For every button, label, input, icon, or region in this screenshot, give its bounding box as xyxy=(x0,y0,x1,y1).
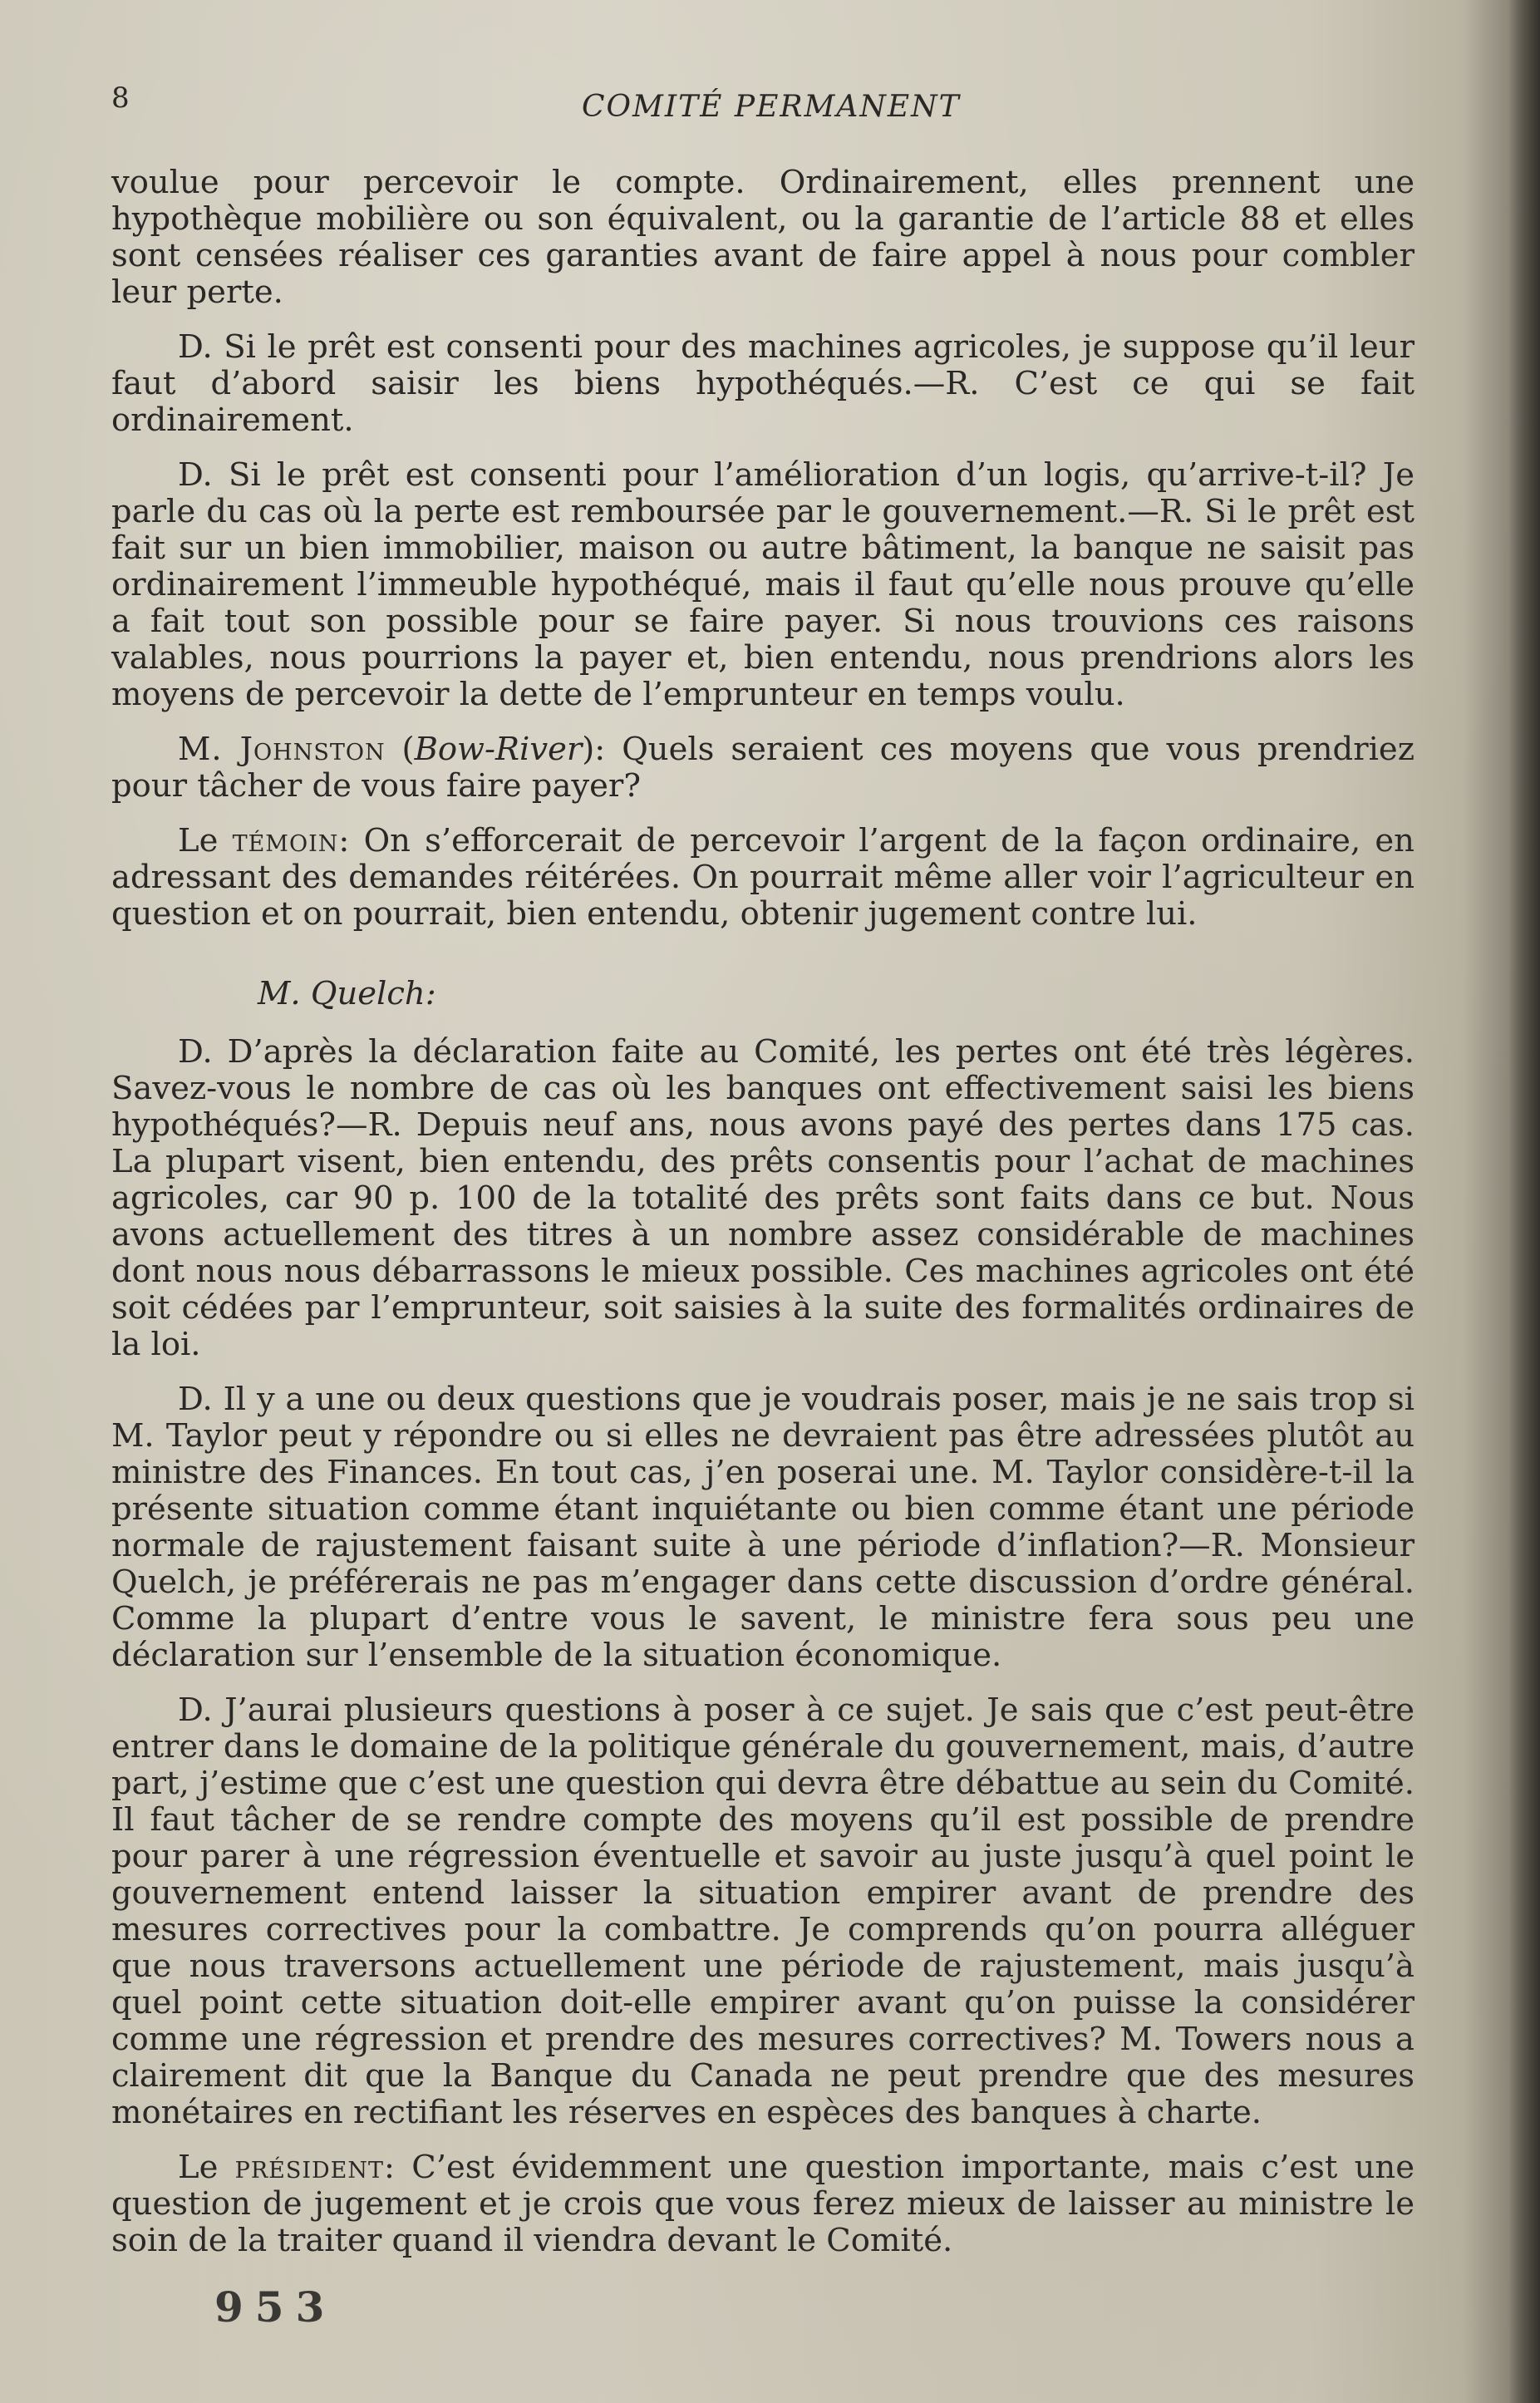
speaker-riding: Bow-River xyxy=(414,731,583,768)
speaker-prefix: Le xyxy=(178,2149,219,2186)
running-title: COMITÉ PERMANENT xyxy=(582,90,961,124)
section-heading-quelch: M. Quelch: xyxy=(258,975,436,1012)
paragraph-temoin xyxy=(111,823,1415,933)
speaker-prefix: Le xyxy=(178,822,219,859)
speaker-name: M. Johnston xyxy=(178,731,386,768)
paragraph-johnston: M. Johnston (Bow-River): Quels seraient ces moyens que vous prendriez pour tâcher de vous faire payer? xyxy=(111,731,1415,805)
book-spine-shadow xyxy=(1508,0,1540,2403)
paragraph-president xyxy=(111,2149,1415,2259)
speaker-text: : Quels seraient ces moyens que vous prendriez pour tâcher de vous faire payer? xyxy=(111,731,1415,805)
signature-mark: 953 xyxy=(214,2282,337,2332)
speaker-name: témoin xyxy=(232,822,339,859)
paragraph-question-logis: D. Si le prêt est consenti pour l’amélioration d’un logis, qu’arrive-t-il? Je parle du cas où la perte est remboursée par le gouvernement.—R. Si le prêt est fait sur un bien immobilier, maison ou autre bâtiment, la banque ne saisit pas ordinairement l’immeuble hypothéqué, mais il faut qu’elle nous prouve qu’elle a fait tout son possible pour se faire payer. Si nous trouvions ces raisons valables, nous pourrions la payer et, bien entendu, nous prendrions alors les moyens de percevoir la dette de l’emprunteur en temps voulu. xyxy=(111,456,1415,713)
speaker-text: : On s’efforcerait de percevoir l’argent de la façon ordinaire, en adressant des demandes réitérées. On pourrait même aller voir l’agriculteur en question et on pourrait, bien entendu, obtenir jugement contre lui. xyxy=(111,822,1415,933)
page-number: 8 xyxy=(111,81,130,115)
paragraph-question-machines: D. Si le prêt est consenti pour des machines agricoles, je suppose qu’il leur faut d’abord saisir les biens hypothéqués.—R. C’est ce qui se fait ordinairement. xyxy=(111,328,1415,439)
speaker-name: président xyxy=(234,2149,385,2186)
speaker-text: : C’est évidemment une question importante, mais c’est une question de jugement et je crois que vous ferez mieux de laisser au ministre le soin de la traiter quand il viendra devant le Comité. xyxy=(111,2149,1415,2259)
paragraph-quelch-regression: D. J’aurai plusieurs questions à poser à ce sujet. Je sais que c’est peut-être entrer dans le domaine de la politique générale du gouvernement, mais, d’autre part, j’estime que c’est une question qui devra être débattue au sein du Comité. Il faut tâcher de se rendre compte des moyens qu’il est possible de prendre pour parer à une régression éventuelle et savoir au juste jusqu’à quel point le gouvernement entend laisser la situation empirer avant de prendre des mesures correctives pour la combattre. Je comprends qu’on pourra alléguer que nous traversons actuellement une période de rajustement, mais jusqu’à quel point cette situation doit-elle empirer avant qu’on puisse la considérer comme une régression et prendre des mesures correctives? M. Towers nous a clairement dit que la Banque du Canada ne peut prendre que des mesures monétaires en rectifiant les réserves en espèces des banques à charte. xyxy=(111,1691,1415,2131)
paragraph-quelch-pertes: D. D’après la déclaration faite au Comité, les pertes ont été très légères. Savez-vous le nombre de cas où les banques ont effectivement saisi les biens hypothéqués?—R. Depuis neuf ans, nous avons payé des pertes dans 175 cas. La plupart visent, bien entendu, des prêts consentis pour l’achat de machines agricoles, car 90 p. 100 de la totalité des prêts sont faits dans ce but. Nous avons actuellement des titres à un nombre assez considérable de machines dont nous nous débarrassons le mieux possible. Ces machines agricoles ont été soit cédées par l’emprunteur, soit saisies à la suite des formalités ordinaires de la loi. xyxy=(111,1033,1415,1363)
paragraph-quelch-taylor: D. Il y a une ou deux questions que je voudrais poser, mais je ne sais trop si M. Taylor peut y répondre ou si elles ne devraient pas être adressées plutôt au ministre des Finances. En tout cas, j’en poserai une. M. Taylor considère-t-il la présente situation comme étant inquiétante ou bien comme étant une période normale de rajustement faisant suite à une période d’inflation?—R. Monsieur Quelch, je préférerais ne pas m’engager dans cette discussion d’ordre général. Comme la plupart d’entre vous le savent, le ministre fera sous peu une déclaration sur l’ensemble de la situation économique. xyxy=(111,1381,1415,1674)
body-text xyxy=(111,165,1415,2277)
paragraph-continuation: voulue pour percevoir le compte. Ordinairement, elles prennent une hypothèque mobilière ou son équivalent, ou la garantie de l’article 88 et elles sont censées réaliser ces garanties avant de faire appel à nous pour combler leur perte. xyxy=(111,164,1415,311)
